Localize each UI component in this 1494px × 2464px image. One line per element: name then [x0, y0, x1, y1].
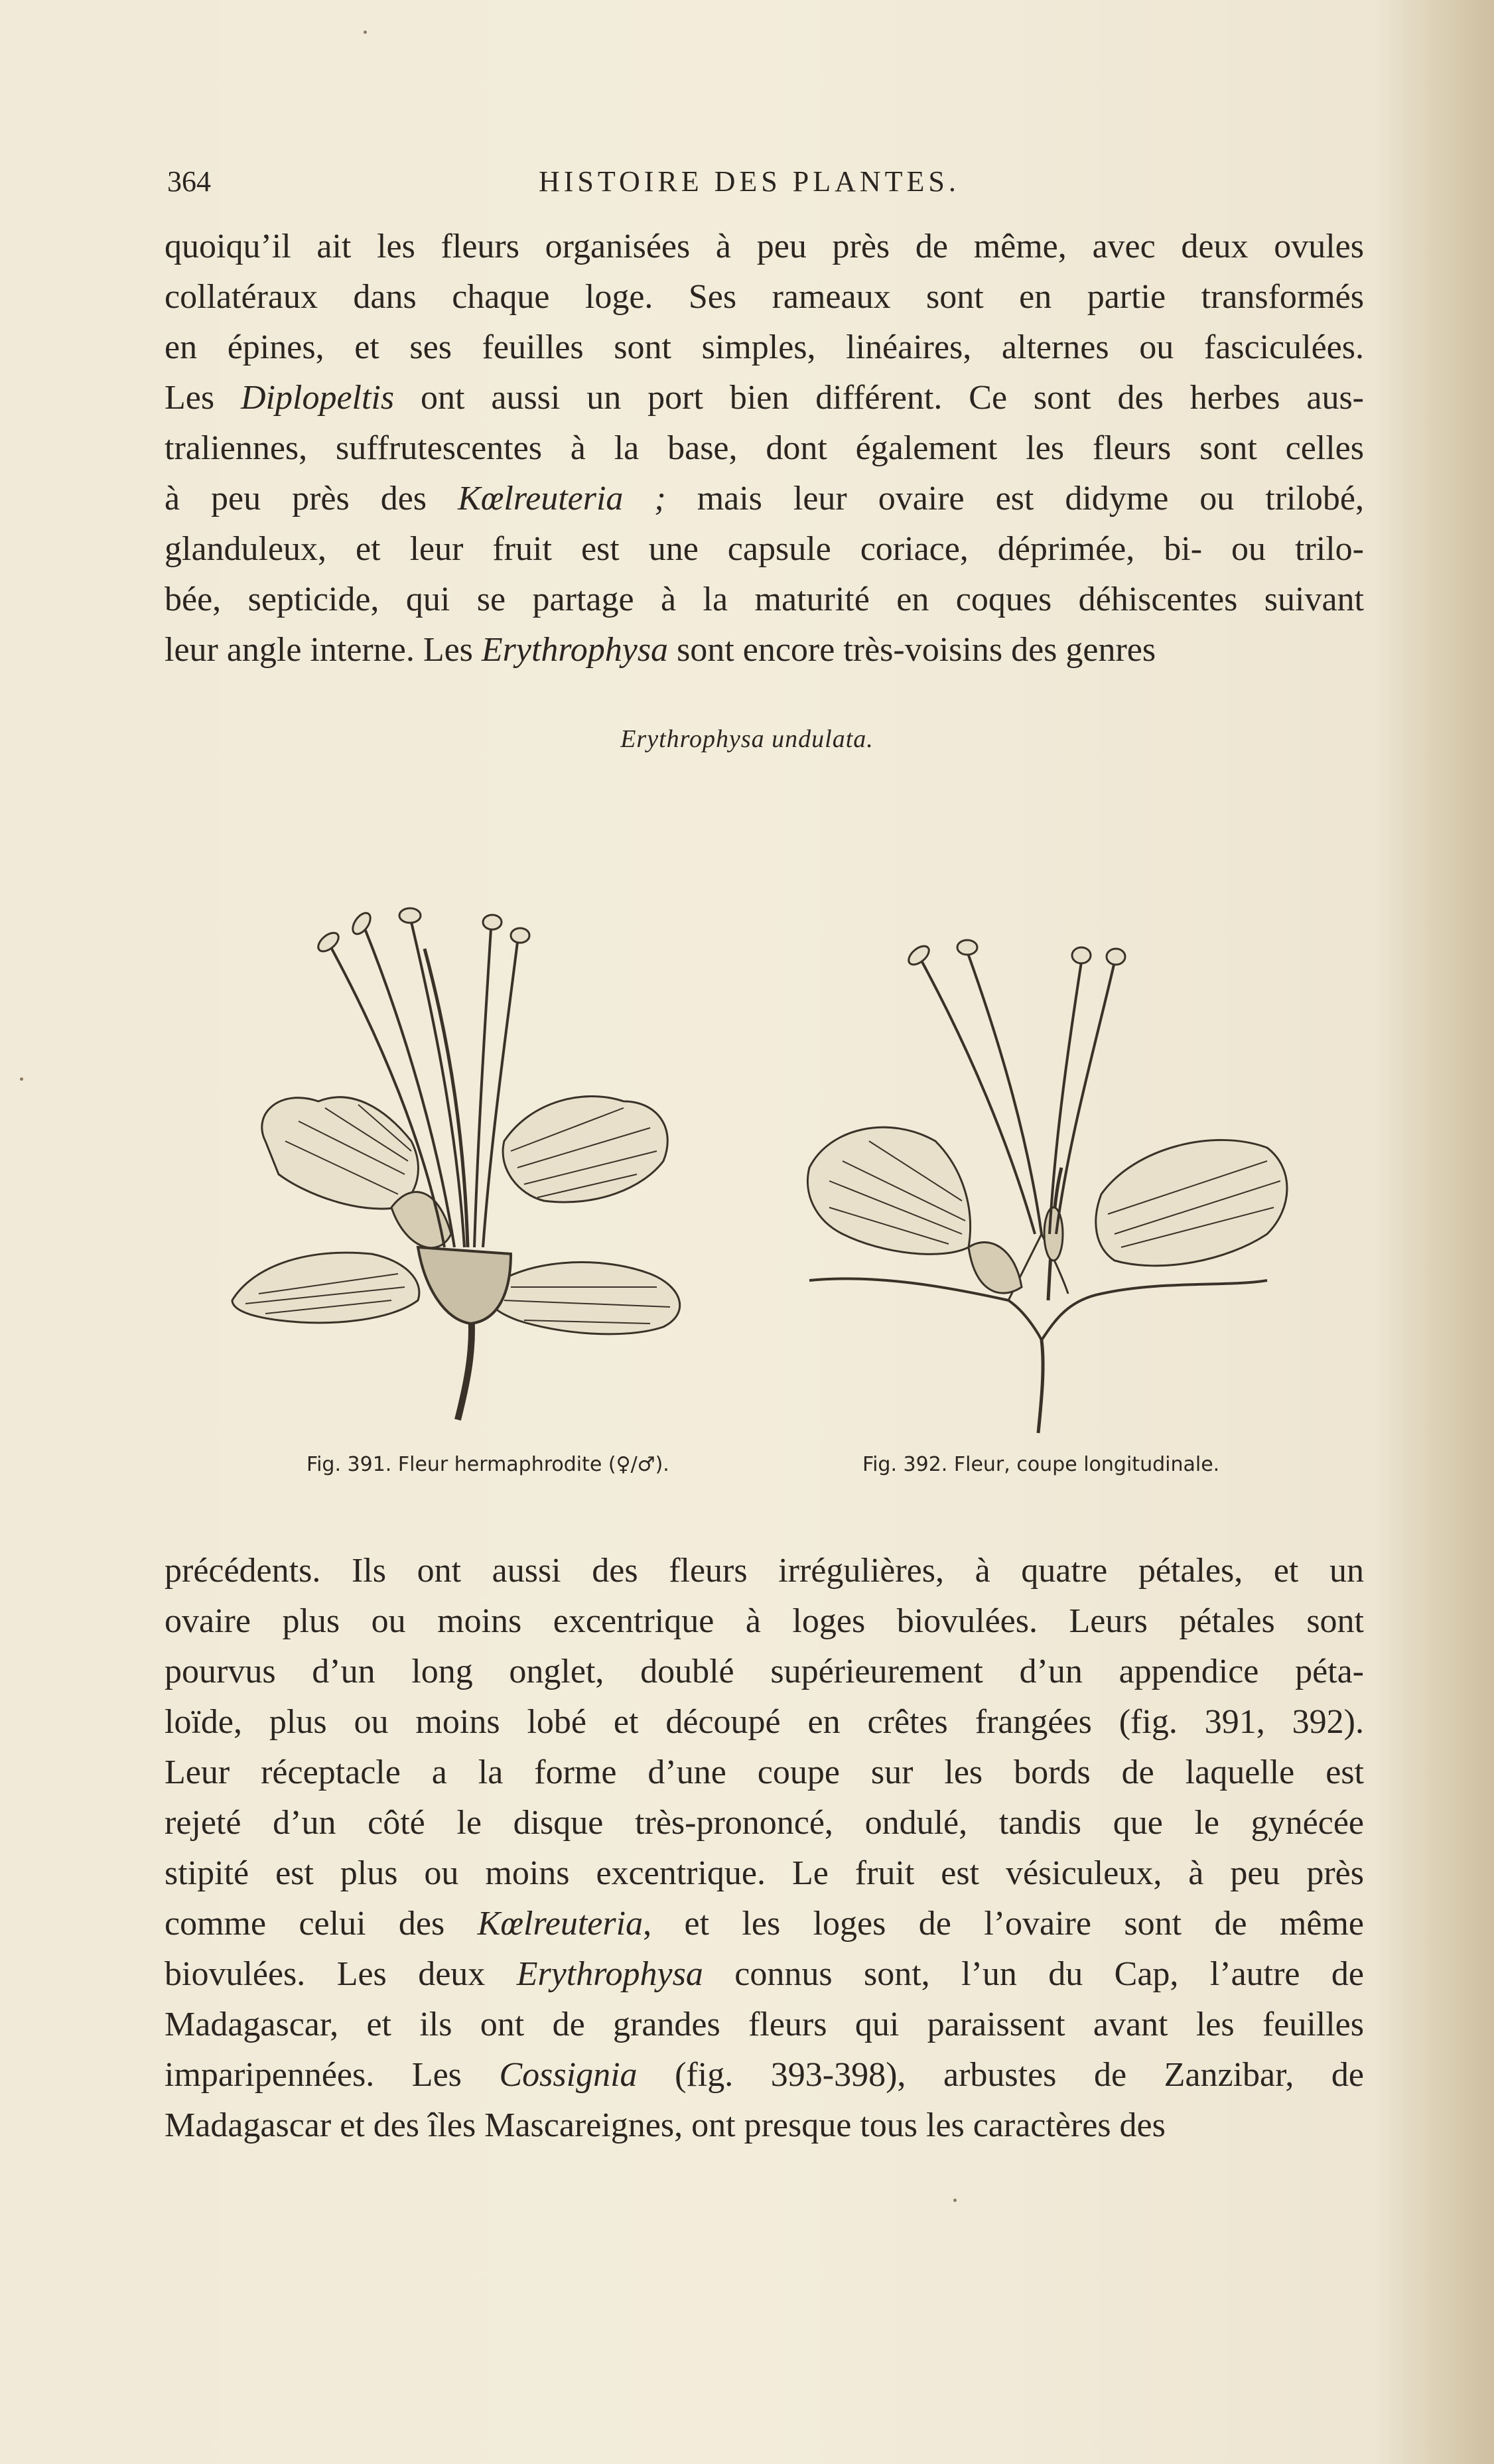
text-line: bée, septicide, qui se partage à la maturité en coques déhiscentes suivant	[165, 581, 1364, 618]
text-fragment: ont aussi un port bien différent. Ce sont des herbes aus-	[394, 379, 1364, 417]
text-line: stipité est plus ou moins excentrique. Le fruit est vésiculeux, à peu près	[165, 1854, 1364, 1892]
page-header	[167, 165, 1361, 204]
text-line: Leur réceptacle a la forme d’une coupe sur les bords de laquelle est	[165, 1753, 1364, 1791]
genus-name: Erythrophysa	[516, 1955, 703, 1993]
text-line: Madagascar et des îles Mascareignes, ont presque tous les caractères des	[165, 2106, 1166, 2144]
text-fragment: (fig. 393-398), arbustes de Zanzibar, de	[637, 2056, 1364, 2094]
text-line: Madagascar, et ils ont de grandes fleurs qui paraissent avant les feuilles	[165, 2006, 1364, 2043]
text-fragment: Les	[165, 379, 241, 417]
genus-name: Diplopeltis	[241, 379, 395, 417]
text-line: quoiqu’il ait les fleurs organisées à peu près de même, avec deux ovules	[165, 228, 1364, 265]
paper-speck	[20, 1077, 23, 1081]
text-line	[165, 2050, 1364, 2100]
text-line: pourvus d’un long onglet, doublé supérieurement d’un appendice péta-	[165, 1653, 1364, 1690]
genus-name: Kœlreuteria	[477, 1905, 644, 1943]
genus-name: Kœlreuteria ;	[458, 480, 666, 517]
paper-speck	[364, 31, 367, 34]
figure-392-caption: Fig. 392. Fleur, coupe longitudinale.	[862, 1453, 1220, 1476]
text-line: collatéraux dans chaque loge. Ses rameaux sont en partie transformés	[165, 278, 1364, 316]
text-line: glanduleux, et leur fruit est une capsule coriace, déprimée, bi- ou trilo-	[165, 530, 1364, 568]
text-fragment: , et les loges de l’ovaire sont de même	[643, 1905, 1364, 1943]
text-fragment: mais leur ovaire est didyme ou trilobé,	[665, 480, 1364, 517]
text-line	[165, 1949, 1364, 2000]
figure-391-caption: Fig. 391. Fleur hermaphrodite (♀/♂).	[306, 1453, 669, 1476]
text-line: ovaire plus ou moins excentrique à loges biovulées. Leurs pétales sont	[165, 1602, 1364, 1640]
text-fragment: connus sont, l’un du Cap, l’autre de	[703, 1955, 1364, 1993]
text-line: précédents. Ils ont aussi des fleurs irrégulières, à quatre pétales, et un	[165, 1552, 1364, 1590]
plate-caption: Erythrophysa undulata.	[620, 725, 874, 753]
body-text-top	[165, 222, 1364, 675]
text-line: en épines, et ses feuilles sont simples, linéaires, alternes ou fasciculées.	[165, 328, 1364, 366]
running-title: HISTOIRE DES PLANTES.	[539, 165, 960, 198]
figure-391-illustration	[226, 770, 703, 1440]
figure-392-illustration	[789, 770, 1300, 1440]
text-line	[165, 373, 1364, 423]
text-fragment: à peu près des	[165, 480, 458, 517]
text-line: rejeté d’un côté le disque très-prononcé, ondulé, tandis que le gynécée	[165, 1804, 1364, 1842]
text-line	[165, 1899, 1364, 1949]
text-line: traliennes, suffrutescentes à la base, dont également les fleurs sont celles	[165, 429, 1364, 467]
text-fragment: biovulées. Les deux	[165, 1955, 517, 1993]
page-number: 364	[167, 165, 211, 198]
genus-name: Erythrophysa	[481, 631, 669, 669]
paper-speck	[953, 2199, 957, 2202]
text-fragment: leur angle interne. Les	[165, 631, 482, 669]
body-text-bottom	[165, 1546, 1364, 2151]
text-line	[165, 625, 1364, 675]
text-fragment: comme celui des	[165, 1905, 478, 1943]
text-fragment: imparipennées. Les	[165, 2056, 500, 2094]
text-line: loïde, plus ou moins lobé et découpé en crêtes frangées (fig. 391, 392).	[165, 1703, 1364, 1741]
text-line	[165, 474, 1364, 524]
text-fragment: sont encore très-voisins des genres	[668, 631, 1156, 669]
genus-name: Cossignia	[499, 2056, 638, 2094]
